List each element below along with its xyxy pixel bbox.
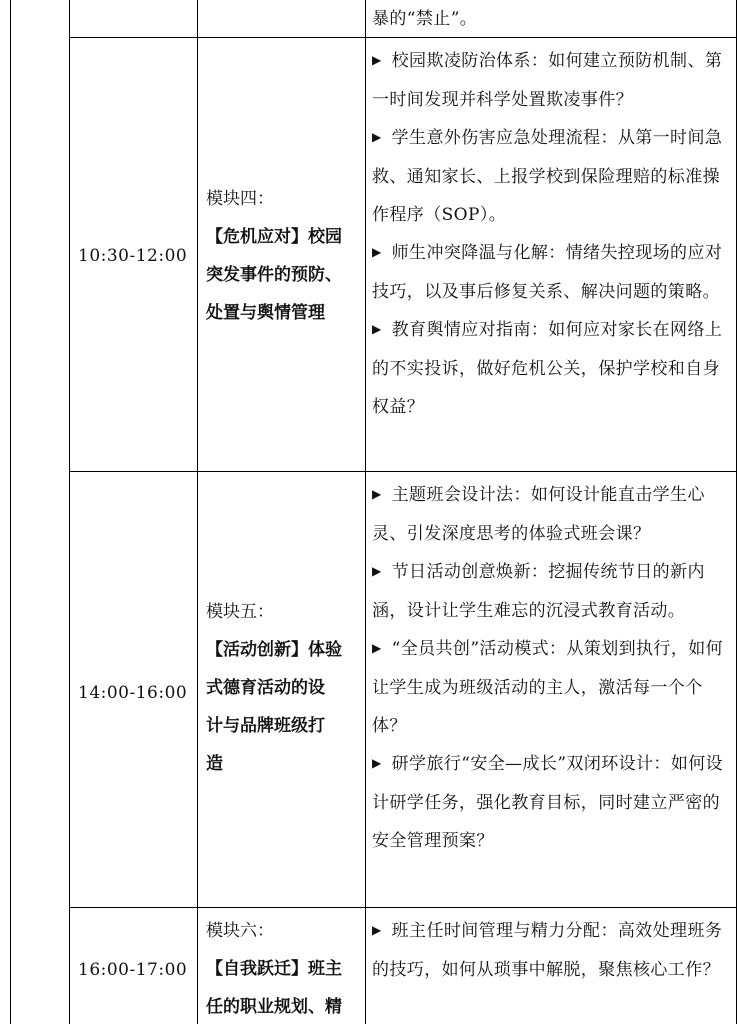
table-border-left bbox=[10, 0, 11, 1024]
module-title-line: 式德育活动的设 bbox=[206, 678, 325, 698]
row-divider bbox=[69, 471, 737, 472]
table-column-divider bbox=[365, 0, 366, 1024]
triangle-bullet-icon: ▶ bbox=[372, 923, 382, 937]
list-item-text: 班主任时间管理与精力分配：高效处理班务的技巧，如何从琐事中解脱，聚焦核心工作？ bbox=[372, 921, 723, 980]
row-divider bbox=[69, 907, 737, 908]
module-title-line: 处置与舆情管理 bbox=[206, 303, 325, 323]
table-column-divider bbox=[69, 0, 70, 1024]
triangle-bullet-icon: ▶ bbox=[372, 564, 382, 578]
list-item bbox=[372, 553, 730, 630]
triangle-bullet-icon: ▶ bbox=[372, 245, 382, 259]
list-item-text: 师生冲突降温与化解：情绪失控现场的应对技巧，以及事后修复关系、解决问题的策略。 bbox=[372, 243, 723, 302]
triangle-bullet-icon: ▶ bbox=[372, 756, 382, 770]
triangle-bullet-icon: ▶ bbox=[372, 322, 382, 336]
module-cell bbox=[206, 180, 364, 332]
content-text: 暴的“禁止”。 bbox=[372, 9, 478, 29]
content-cell bbox=[372, 476, 730, 860]
list-item bbox=[372, 476, 730, 553]
module-label: 模块六： bbox=[206, 921, 274, 941]
list-item-text: 主题班会设计法：如何设计能直击学生心灵、引发深度思考的体验式班会课？ bbox=[372, 485, 705, 544]
time-cell: 14:00-16:00 bbox=[78, 683, 188, 703]
list-item bbox=[372, 234, 730, 311]
module-title-line: 突发事件的预防、 bbox=[206, 265, 342, 285]
module-cell bbox=[206, 593, 364, 783]
list-item bbox=[372, 912, 730, 989]
module-label: 模块五： bbox=[206, 602, 274, 622]
list-item-text: 研学旅行“安全—成长”双闭环设计：如何设计研学任务，强化教育目标，同时建立严密的安全管理预案？ bbox=[372, 754, 724, 851]
module-title-line: 【危机应对】校园 bbox=[206, 227, 342, 247]
list-item bbox=[372, 630, 730, 745]
list-item-text: 学生意外伤害应急处理流程：从第一时间急救、通知家长、上报学校到保险理赔的标准操作程序（SOP）。 bbox=[372, 128, 723, 225]
table-column-divider bbox=[197, 0, 198, 1024]
time-cell: 16:00-17:00 bbox=[78, 960, 188, 980]
module-title-line: 【活动创新】体验 bbox=[206, 640, 342, 660]
triangle-bullet-icon: ▶ bbox=[372, 641, 382, 655]
module-title-line: 【自我跃迁】班主 bbox=[206, 959, 342, 979]
triangle-bullet-icon: ▶ bbox=[372, 53, 382, 67]
list-item bbox=[372, 119, 730, 234]
triangle-bullet-icon: ▶ bbox=[372, 487, 382, 501]
list-item bbox=[372, 745, 730, 860]
module-label: 模块四： bbox=[206, 189, 274, 209]
list-item-text: 校园欺凌防治体系：如何建立预防机制、第一时间发现并科学处置欺凌事件？ bbox=[372, 51, 723, 110]
content-cell bbox=[372, 0, 730, 38]
module-cell bbox=[206, 912, 364, 1026]
content-cell bbox=[372, 912, 730, 989]
module-title-line: 任的职业规划、精 bbox=[206, 997, 342, 1017]
module-title-line: 造 bbox=[206, 754, 223, 774]
module-title-line: 计与品牌班级打 bbox=[206, 716, 325, 736]
list-item-text: 教育舆情应对指南：如何应对家长在网络上的不实投诉，做好危机公关，保护学校和自身权益？ bbox=[372, 320, 723, 417]
list-item bbox=[372, 42, 730, 119]
triangle-bullet-icon: ▶ bbox=[372, 130, 382, 144]
list-item bbox=[372, 311, 730, 426]
list-item-text: “全员共创”活动模式：从策划到执行，如何让学生成为班级活动的主人，激活每一个个体？ bbox=[372, 639, 724, 736]
time-cell: 10:30-12:00 bbox=[78, 246, 188, 266]
content-cell bbox=[372, 42, 730, 426]
list-item-text: 节日活动创意焕新：挖掘传统节日的新内涵，设计让学生难忘的沉浸式教育活动。 bbox=[372, 562, 705, 621]
